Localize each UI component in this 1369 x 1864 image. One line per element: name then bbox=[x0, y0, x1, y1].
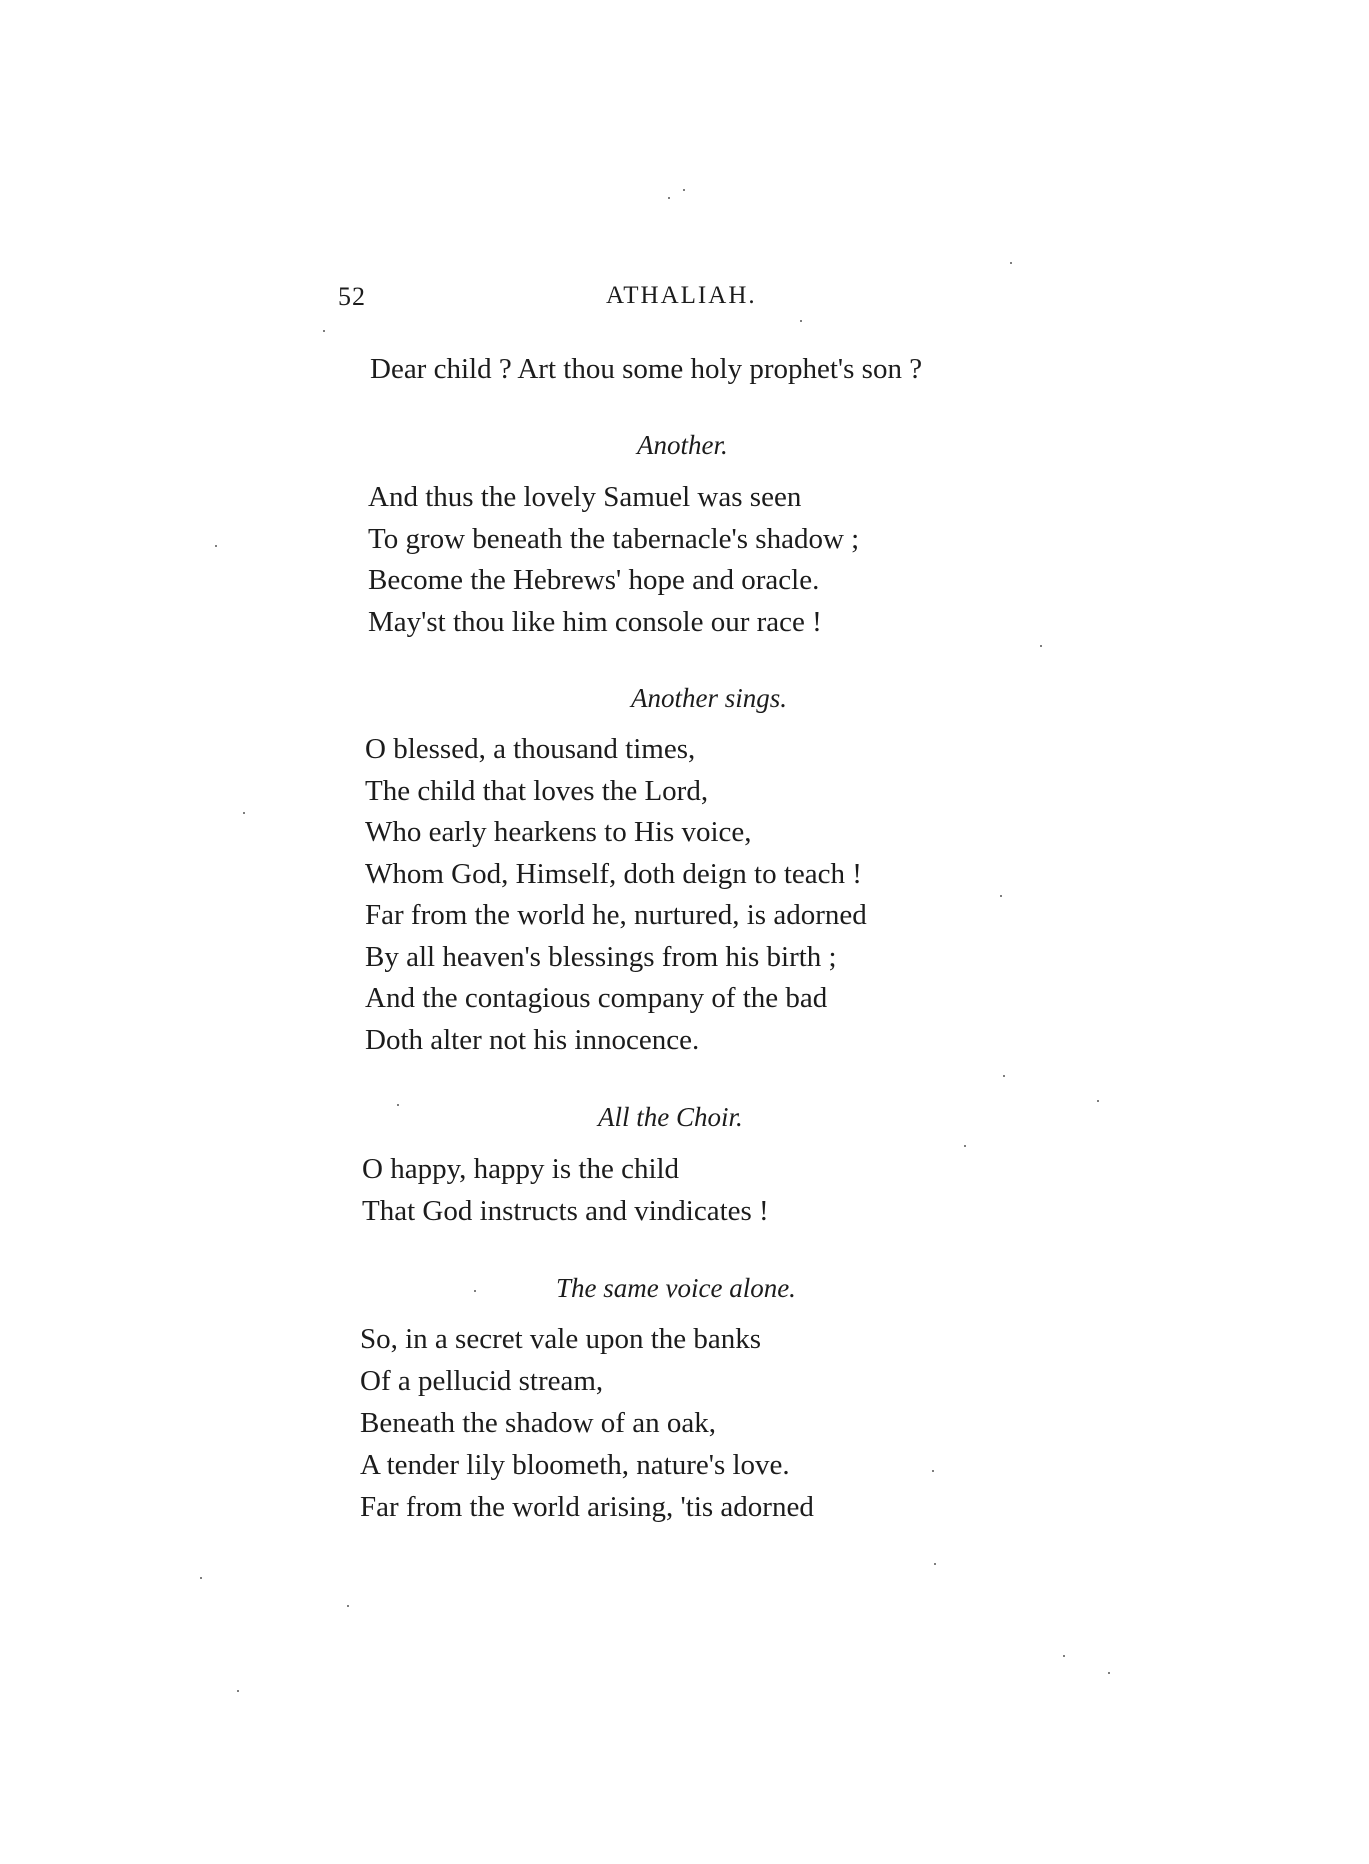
verse-line: Dear child ? Art thou some holy prophet's son ? bbox=[370, 353, 923, 385]
speaker-heading: Another. bbox=[637, 430, 728, 460]
page-number: 52 bbox=[338, 282, 366, 311]
verse-line: And thus the lovely Samuel was seen bbox=[368, 481, 802, 513]
speaker-heading: The same voice alone. bbox=[556, 1273, 796, 1303]
verse-line: And the contagious company of the bad bbox=[365, 982, 828, 1014]
scan-speck bbox=[683, 189, 685, 191]
scan-speck bbox=[1003, 1075, 1005, 1077]
running-title: ATHALIAH. bbox=[606, 282, 757, 309]
scan-speck bbox=[1108, 1672, 1110, 1674]
verse-line: Become the Hebrews' hope and oracle. bbox=[368, 564, 820, 596]
verse-line: To grow beneath the tabernacle's shadow ; bbox=[368, 523, 860, 555]
verse-line: By all heaven's blessings from his birth ; bbox=[365, 941, 837, 973]
verse-line: May'st thou like him console our race ! bbox=[368, 606, 822, 638]
scan-speck bbox=[474, 1290, 476, 1292]
scan-speck bbox=[934, 1563, 936, 1565]
scan-speck bbox=[397, 1104, 399, 1106]
verse-line: Far from the world arising, 'tis adorned bbox=[360, 1491, 814, 1523]
verse-line: Whom God, Himself, doth deign to teach ! bbox=[365, 858, 862, 890]
scan-speck bbox=[964, 1145, 966, 1147]
scan-speck bbox=[800, 320, 802, 322]
scan-speck bbox=[237, 1690, 239, 1692]
verse-line: The child that loves the Lord, bbox=[365, 775, 709, 807]
scan-speck bbox=[243, 812, 245, 814]
scan-speck bbox=[323, 330, 325, 332]
verse-line: A tender lily bloometh, nature's love. bbox=[360, 1449, 790, 1481]
verse-line: O happy, happy is the child bbox=[362, 1153, 680, 1185]
scan-speck bbox=[200, 1577, 202, 1579]
verse-line: Doth alter not his innocence. bbox=[365, 1024, 700, 1056]
verse-line: Far from the world he, nurtured, is adorned bbox=[365, 899, 867, 931]
scan-speck bbox=[668, 197, 670, 199]
verse-line: So, in a secret vale upon the banks bbox=[360, 1323, 762, 1355]
verse-line: Beneath the shadow of an oak, bbox=[360, 1407, 716, 1439]
scan-speck bbox=[1000, 895, 1002, 897]
verse-line: That God instructs and vindicates ! bbox=[362, 1195, 769, 1227]
scan-speck bbox=[1010, 262, 1012, 264]
scan-speck bbox=[932, 1470, 934, 1472]
scan-speck bbox=[1063, 1655, 1065, 1657]
scan-speck bbox=[1040, 645, 1042, 647]
scan-speck bbox=[347, 1605, 349, 1607]
verse-line: O blessed, a thousand times, bbox=[365, 733, 696, 765]
verse-line: Of a pellucid stream, bbox=[360, 1365, 604, 1397]
verse-line: Who early hearkens to His voice, bbox=[365, 816, 752, 848]
speaker-heading: Another sings. bbox=[631, 683, 788, 713]
scan-speck bbox=[215, 545, 217, 547]
scan-speck bbox=[1097, 1100, 1099, 1102]
speaker-heading: All the Choir. bbox=[598, 1102, 743, 1132]
